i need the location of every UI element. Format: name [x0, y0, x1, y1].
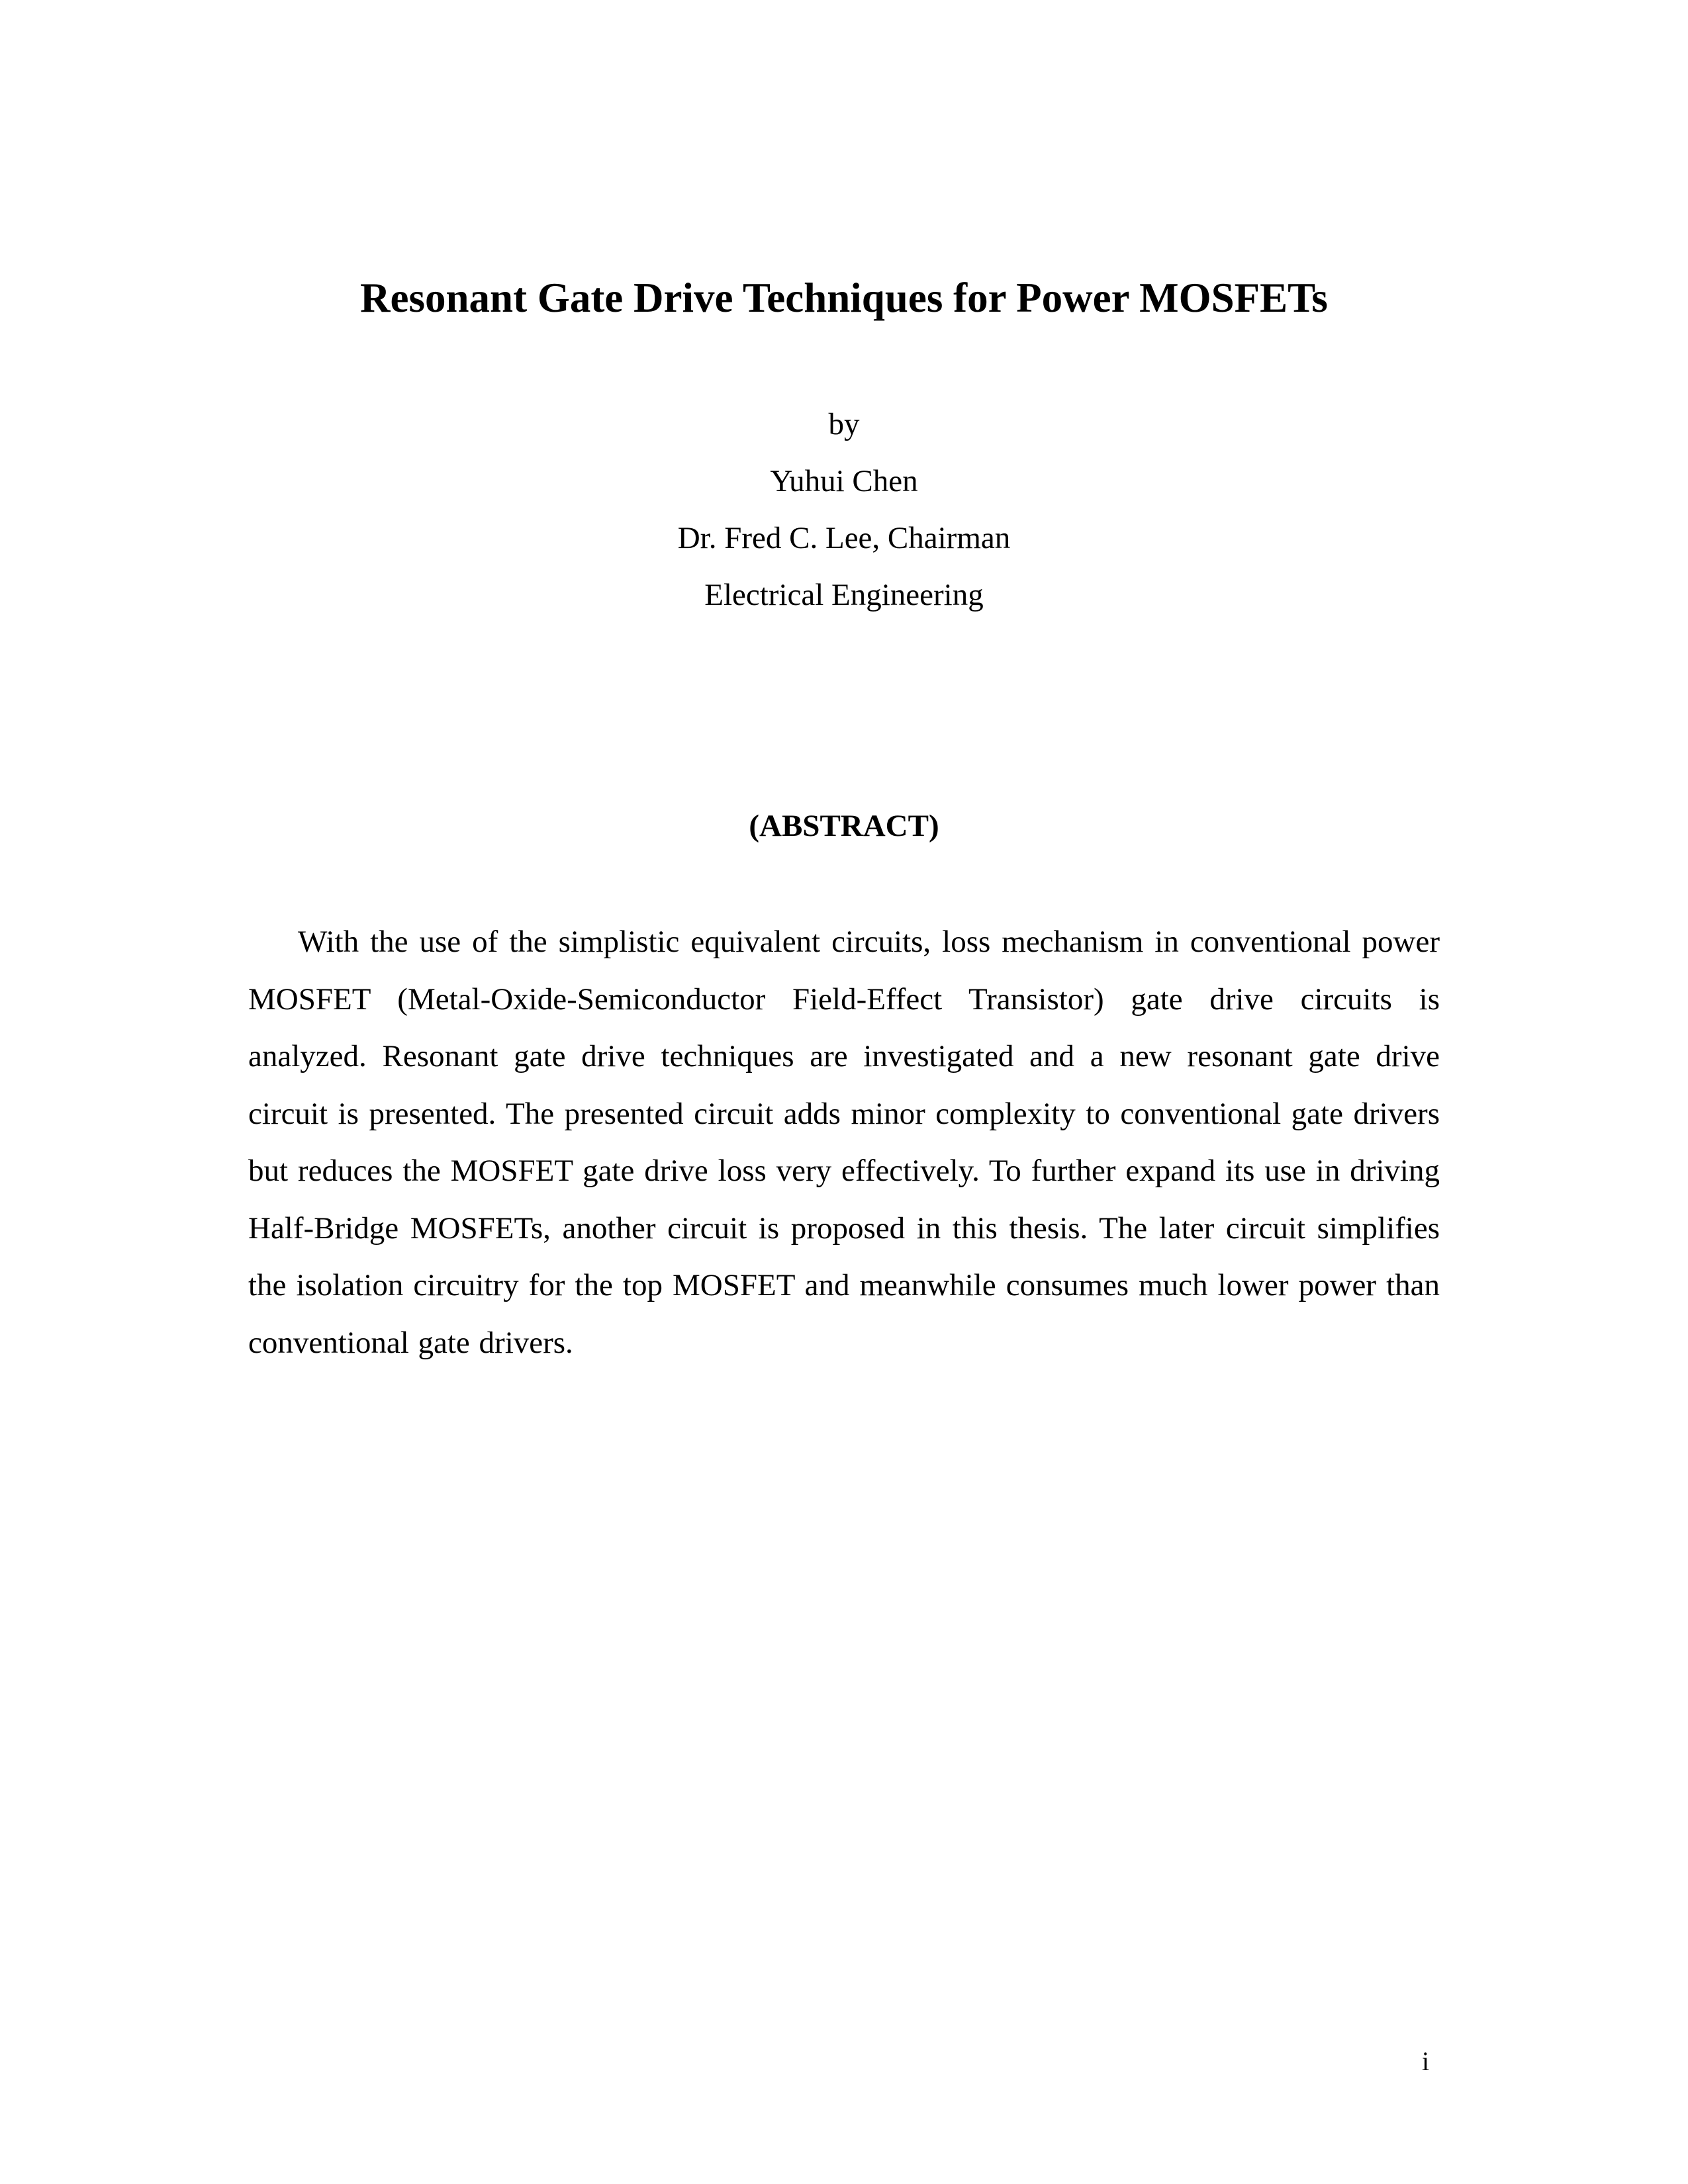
author-name: Yuhui Chen — [770, 464, 918, 498]
document-title: Resonant Gate Drive Techniques for Power MOSFETs — [360, 275, 1328, 321]
department-name: Electrical Engineering — [704, 578, 984, 612]
abstract-heading: (ABSTRACT) — [749, 809, 939, 843]
byline-block — [0, 396, 1688, 623]
page-number: i — [1422, 2046, 1430, 2076]
chairman-name: Dr. Fred C. Lee, Chairman — [677, 521, 1011, 555]
by-label: by — [828, 407, 860, 441]
abstract-body: With the use of the simplistic equivalent circuits, loss mechanism in conventional power MOSFET (Metal-Oxide-Semiconductor Field-Effect Transistor) gate drive circuits is analyzed. Resonant gate drive techniques are investigated and a new resonant gate drive circuit is presented. The presented circuit adds minor complexity to conventional gate drivers but reduces the MOSFET gate drive loss very effectively. To further expand its use in driving Half-Bridge MOSFETs, another circuit is proposed in this thesis. The later circuit simplifies the isolation circuitry for the top MOSFET and meanwhile consumes much lower power than conventional gate drivers. — [248, 925, 1440, 1360]
